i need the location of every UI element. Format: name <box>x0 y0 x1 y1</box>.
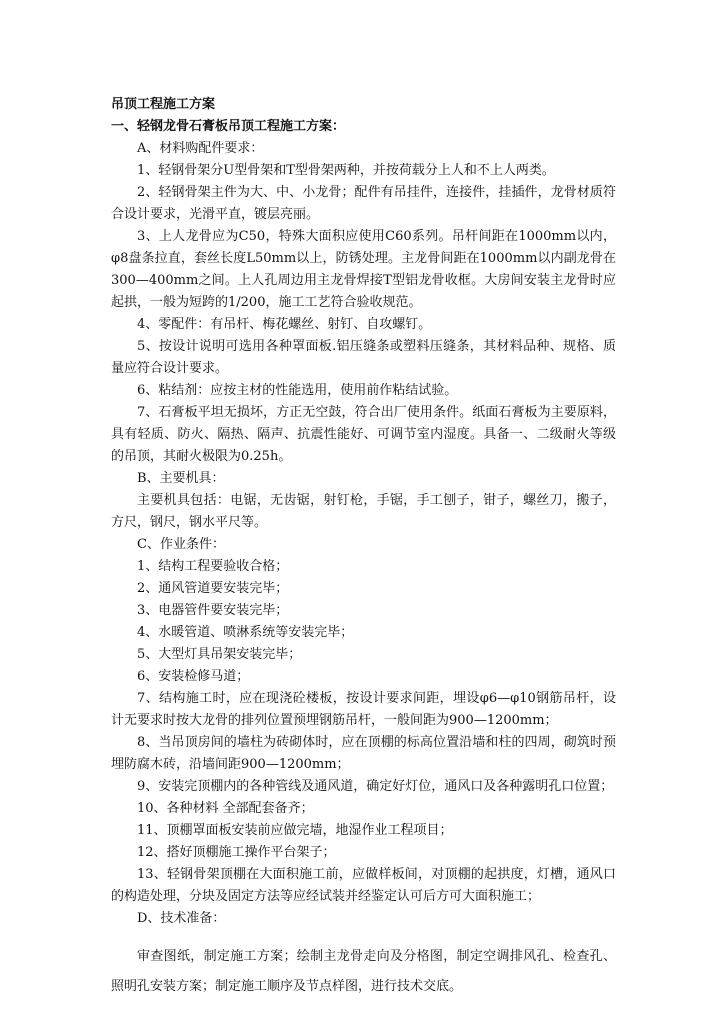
paragraph: 主要机具包括：电锯，无齿锯，射钉枪，手锯，手工刨子，钳子，螺丝刀，搬子，方尺，钢尺，钢水平尺等。 <box>111 493 616 530</box>
subsection-d-heading: D、技术准备： <box>137 911 226 926</box>
list-item: 4、水暖管道、喷淋系统等安装完毕； <box>137 625 354 640</box>
paragraph: 5、按设计说明可选用各种罩面板.铝压缝条或塑料压缝条，其材料品种、规格、质量应符合设计要求。 <box>111 339 616 376</box>
list-item: 9、安装完顶棚内的各种管线及通风道，确定好灯位，通风口及各种露明孔口位置； <box>137 779 614 794</box>
list-item: 5、大型灯具吊架安装完毕； <box>137 647 302 662</box>
list-item: 1、结构工程要验收合格； <box>137 559 289 574</box>
paragraph: 审查图纸，制定施工方案；绘制主龙骨走向及分格图，制定空调排风孔、检查孔、照明孔安装方案；制定施工顺序及节点样图，进行技术交底。 <box>111 949 616 994</box>
paragraph: 3、上人龙骨应为C50，特殊大面积应使用C60系列。吊杆间距在1000mm以内，φ8盘条拉直，套丝长度L50mm以上，防锈处理。主龙骨间距在1000mm以内副龙骨在300—400mm之间。上人孔周边用主龙骨焊接T型铝龙骨收框。大房间安装主龙骨时应起拱，一般为短跨的1/200，施工工艺符合验收规范。 <box>111 229 616 310</box>
paragraph: 4、零配件：有吊杆、梅花螺丝、射钉、自攻螺钉。 <box>137 317 432 332</box>
list-item: 6、安装检修马道； <box>137 669 250 684</box>
paragraph: 6、粘结剂：应按主材的性能选用，使用前作粘结试验。 <box>137 383 458 398</box>
document-body <box>111 94 616 1002</box>
document-title: 吊顶工程施工方案 <box>111 97 216 112</box>
list-item: 10、各种材料 全部配套备齐； <box>137 801 314 816</box>
section-heading: 一、轻钢龙骨石膏板吊顶工程施工方案： <box>111 119 346 134</box>
subsection-c-heading: C、作业条件： <box>137 537 225 552</box>
list-item: 13、轻钢骨架顶棚在大面积施工前，应做样板间，对顶棚的起拱度，灯槽，通风口的构造处理，分块及固定方法等应经试装并经鉴定认可后方可大面积施工； <box>111 867 616 904</box>
paragraph: 1、轻钢骨架分U型骨架和T型骨架两种，并按荷载分上人和不上人两类。 <box>137 163 555 178</box>
list-item: 7、结构施工时，应在现浇砼楼板，按设计要求间距，埋设φ6—φ10钢筋吊杆，设计无要求时按大龙骨的排列位置预埋钢筋吊杆，一般间距为900—1200mm； <box>111 691 616 728</box>
list-item: 3、电器管件要安装完毕； <box>137 603 289 618</box>
list-item: 8、当吊顶房间的墙柱为砖砌体时，应在顶棚的标高位置沿墙和柱的四周，砌筑时预埋防腐木砖，沿墙间距900—1200mm； <box>111 735 616 772</box>
list-item: 12、搭好顶棚施工操作平台架子； <box>137 845 336 860</box>
list-item: 11、顶棚罩面板安装前应做完墙，地湿作业工程项目； <box>137 823 453 838</box>
paragraph: 2、轻钢骨架主件为大、中、小龙骨；配件有吊挂件，连接件，挂插件，龙骨材质符合设计要求，光滑平直，镀层亮丽。 <box>111 185 616 222</box>
subsection-b-heading: B、主要机具： <box>137 471 225 486</box>
list-item: 2、通风管道要安装完毕； <box>137 581 289 596</box>
subsection-a-heading: A、材料购配件要求： <box>137 141 264 156</box>
paragraph: 7、石膏板平坦无损坏，方正无空鼓，符合出厂使用条件。纸面石膏板为主要原料，具有轻质、防火、隔热、隔声、抗震性能好、可调节室内湿度。具备一、二级耐火等级的吊顶，其耐火极限为0.25h。 <box>111 405 616 464</box>
